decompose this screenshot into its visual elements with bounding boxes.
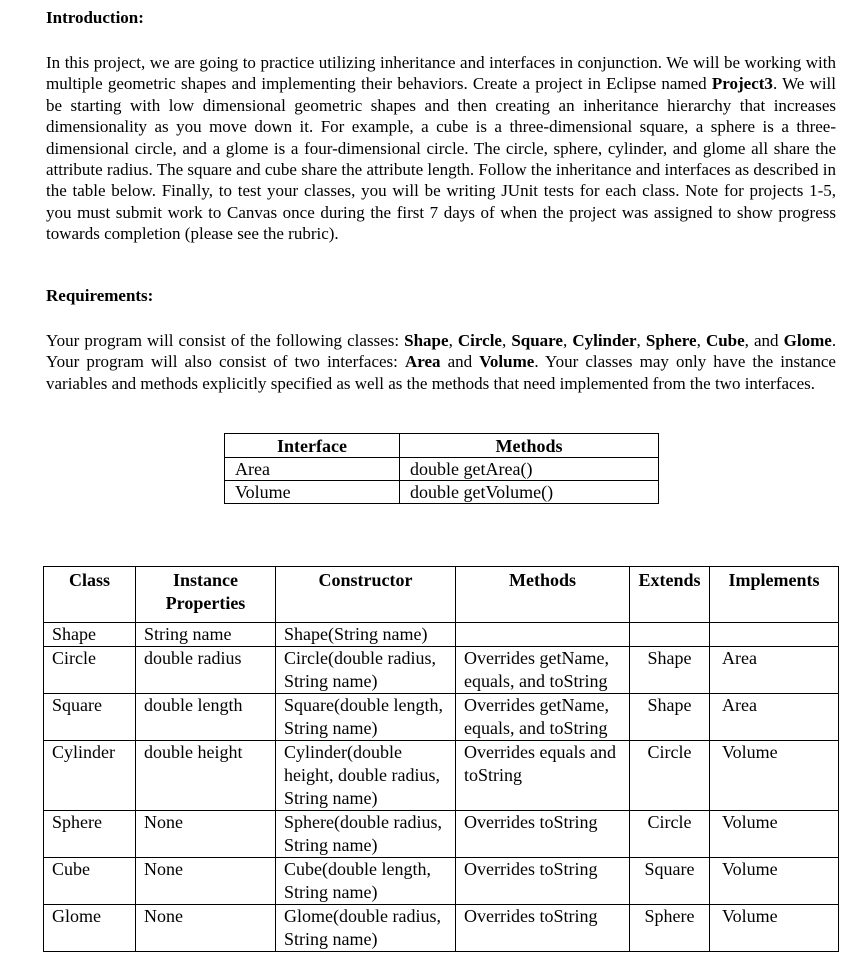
separator: ,: [744, 331, 755, 350]
separator: ,: [562, 331, 573, 350]
class-cell: Glome: [44, 905, 136, 952]
header-instance-properties: Instance Properties: [136, 567, 276, 623]
table-row: [44, 623, 839, 647]
implements-cell: Area: [710, 647, 839, 694]
implements-cell: Area: [710, 694, 839, 741]
implements-cell: Volume: [710, 858, 839, 905]
req-text-3: . Your classes may only have the instance variables and methods explicitly specified as well as the methods that need implemented from the two interfaces.: [46, 352, 836, 393]
requirements-heading: Requirements:: [46, 286, 154, 305]
table-row: [44, 647, 839, 694]
interface-name-volume: Volume: [479, 352, 535, 372]
methods-cell: [456, 623, 630, 647]
constructor-cell: Sphere(double radius, String name): [276, 811, 456, 858]
class-name-cube: Cube: [705, 331, 745, 350]
property-cell: double radius: [136, 647, 276, 694]
separator: ,: [636, 331, 646, 350]
constructor-cell: Circle(double radius, String name): [276, 647, 456, 694]
property-cell: None: [136, 811, 276, 858]
interface-method-cell: double getArea(): [400, 458, 659, 481]
header-constructor: Constructor: [276, 567, 456, 623]
class-cell: Cylinder: [44, 741, 136, 811]
property-cell: double height: [136, 741, 276, 811]
interface-table: [224, 433, 659, 504]
table-row: [44, 811, 839, 858]
class-cell: Cube: [44, 858, 136, 905]
extends-cell: Circle: [630, 811, 710, 858]
implements-cell: Volume: [710, 811, 839, 858]
implements-cell: Volume: [710, 741, 839, 811]
req-text-1: Your program will consist of the following classes:: [46, 331, 405, 350]
constructor-cell: Shape(String name): [276, 623, 456, 647]
and-word: and: [754, 331, 784, 350]
class-cell: Sphere: [44, 811, 136, 858]
header-implements: Implements: [710, 567, 839, 623]
table-row: [44, 858, 839, 905]
property-cell: None: [136, 905, 276, 952]
separator: ,: [501, 331, 512, 350]
class-name-sphere: Sphere: [645, 331, 697, 350]
extends-cell: Square: [630, 858, 710, 905]
extends-cell: Circle: [630, 741, 710, 811]
table-row: [44, 741, 839, 811]
table-row: [225, 481, 659, 504]
class-name-cylinder: Cylinder: [572, 331, 637, 350]
methods-cell: Overrides toString: [456, 905, 630, 952]
header-class: Class: [44, 567, 136, 623]
header-methods: Methods: [400, 434, 659, 458]
class-cell: Square: [44, 694, 136, 741]
extends-cell: Sphere: [630, 905, 710, 952]
requirements-paragraph: [46, 330, 836, 394]
extends-cell: Shape: [630, 694, 710, 741]
header-extends: Extends: [630, 567, 710, 623]
class-table-header: [44, 567, 839, 623]
methods-cell: Overrides toString: [456, 811, 630, 858]
req-text-2: . Your program will also consist of two interfaces:: [46, 331, 837, 372]
intro-text-2: . We will be starting with low dimensional geometric shapes and then creating an inheritance hierarchy that increases dimensionality as you move down it. For example, a cube is a three-dimensional square, a sphere is a three-dimensional circle, and a glome is a four-dimensional circle. The circle, sphere, cylinder, and glome all share the attribute radius. The square and cube share the attribute length. Follow the inheritance and interfaces as described in the table below. Finally, to test your classes, you will be writing JUnit tests for each class. Note for projects 1-5, you must submit work to Canvas once during the first 7 days of when the project was assigned to show progress towards completion (please see the rubric).: [46, 74, 836, 244]
and-word: and: [440, 352, 480, 372]
constructor-cell: Cylinder(double height, double radius, String name): [276, 741, 456, 811]
constructor-cell: Glome(double radius, String name): [276, 905, 456, 952]
interface-name-cell: Volume: [225, 481, 400, 504]
methods-cell: Overrides toString: [456, 858, 630, 905]
class-cell: Shape: [44, 623, 136, 647]
extends-cell: [630, 623, 710, 647]
methods-cell: Overrides getName, equals, and toString: [456, 647, 630, 694]
class-cell: Circle: [44, 647, 136, 694]
header-interface: Interface: [225, 434, 400, 458]
constructor-cell: Square(double length, String name): [276, 694, 456, 741]
property-cell: double length: [136, 694, 276, 741]
class-name-shape: Shape: [404, 331, 449, 350]
intro-heading: Introduction:: [46, 8, 144, 27]
interface-table-header: [225, 434, 659, 458]
table-row: [44, 694, 839, 741]
interface-method-cell: double getVolume(): [400, 481, 659, 504]
implements-cell: Volume: [710, 905, 839, 952]
interface-name-area: Area: [404, 352, 441, 372]
implements-cell: [710, 623, 839, 647]
separator: ,: [696, 331, 706, 350]
methods-cell: Overrides getName, equals, and toString: [456, 694, 630, 741]
header-methods: Methods: [456, 567, 630, 623]
property-cell: None: [136, 858, 276, 905]
project-name: Project3: [711, 74, 773, 94]
intro-paragraph: [46, 52, 836, 245]
class-name-glome: Glome: [783, 331, 832, 350]
table-row: [44, 905, 839, 952]
constructor-cell: Cube(double length, String name): [276, 858, 456, 905]
separator: ,: [448, 331, 458, 350]
extends-cell: Shape: [630, 647, 710, 694]
intro-text-1: In this project, we are going to practice utilizing inheritance and interfaces in conjunction. We will be working with multiple geometric shapes and implementing their behaviors. Create a project in Eclipse named: [46, 53, 836, 94]
interface-name-cell: Area: [225, 458, 400, 481]
property-cell: String name: [136, 623, 276, 647]
table-row: [225, 458, 659, 481]
methods-cell: Overrides equals and toString: [456, 741, 630, 811]
class-name-circle: Circle: [457, 331, 502, 350]
class-table: [43, 566, 839, 952]
class-name-square: Square: [511, 331, 563, 350]
